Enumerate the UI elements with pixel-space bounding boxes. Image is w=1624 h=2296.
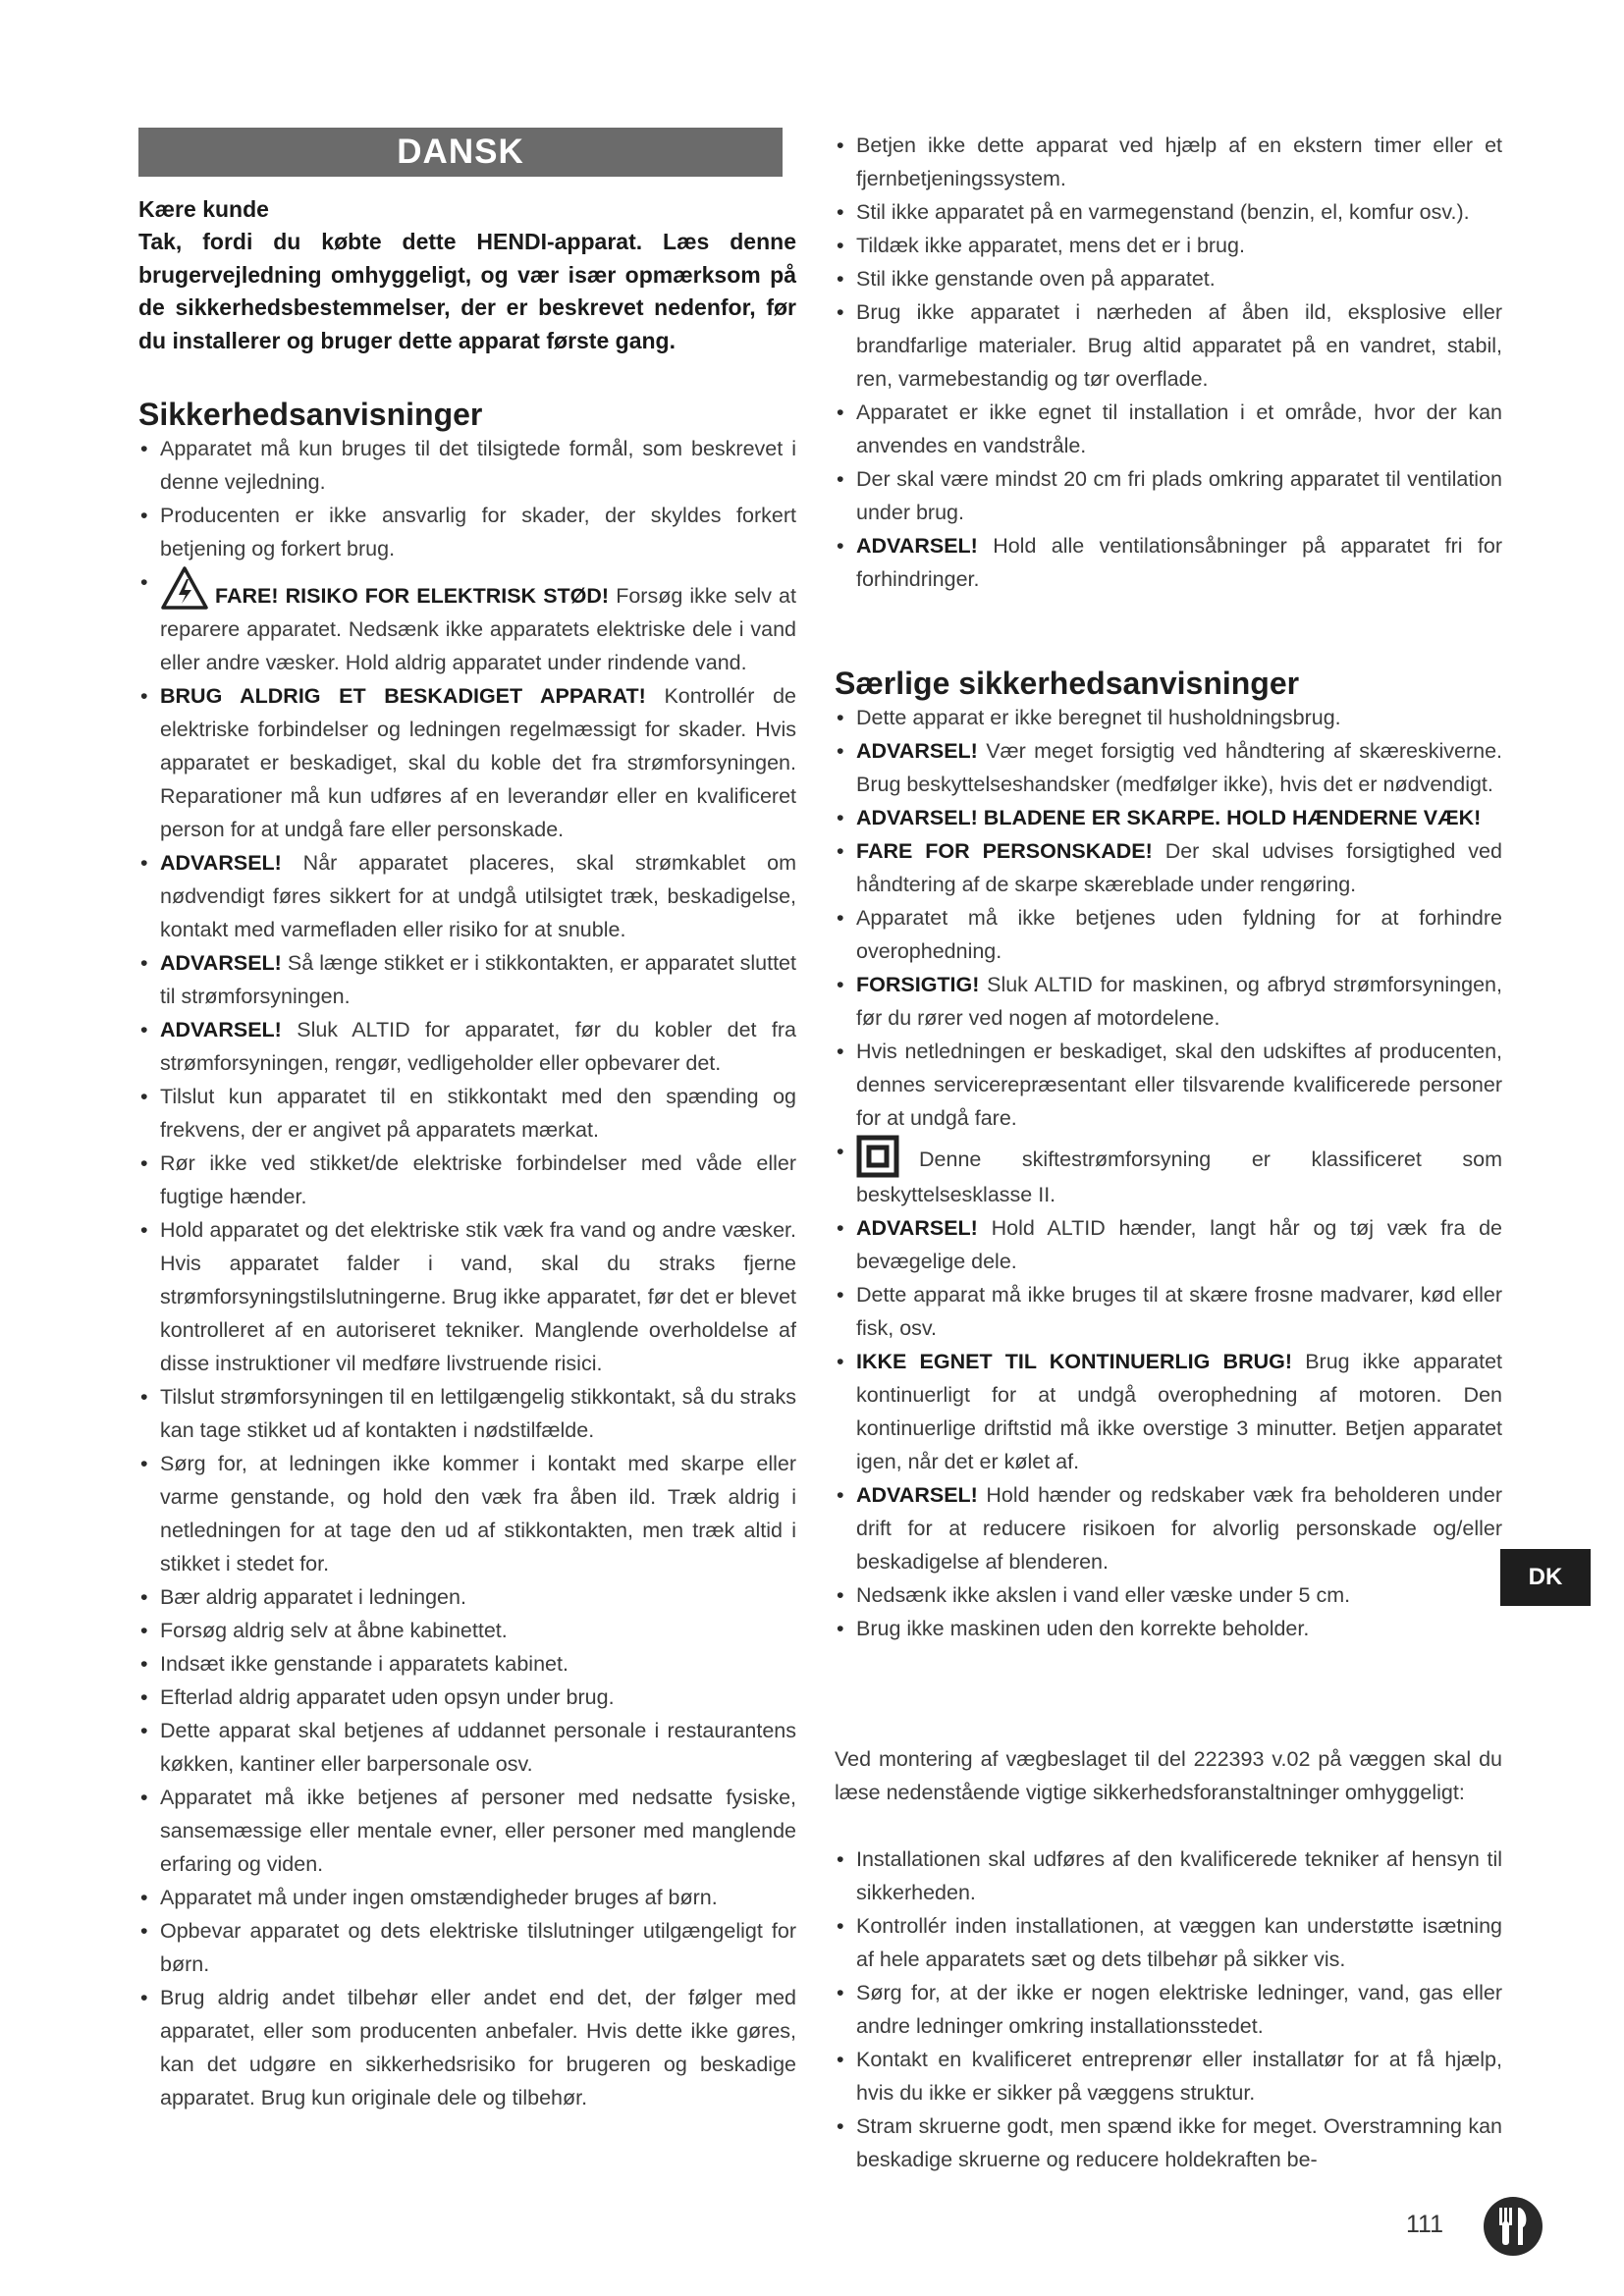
item-text: Dette apparat må ikke bruges til at skære frosne madvarer, kød eller fisk, osv. [856, 1283, 1502, 1340]
item-text: Vær meget forsigtig ved håndtering af skæreskiverne. Brug beskyttelseshandsker (medfølger ikke), hvis det er nødvendigt. [856, 739, 1502, 796]
list-item [138, 1881, 796, 1914]
item-text: Brug ikke maskinen uden den korrekte beholder. [856, 1617, 1310, 1640]
list-item [138, 846, 796, 946]
list-item [138, 1213, 796, 1380]
page-number: 111 [1406, 2211, 1444, 2238]
item-label: BRUG ALDRIG ET BESKADIGET APPARAT! [160, 684, 646, 708]
list-item [138, 1013, 796, 1080]
protection-class-ii-icon [856, 1135, 899, 1178]
special-safety-list [835, 701, 1502, 1645]
safety-list-continued [835, 129, 1502, 596]
list-item [138, 946, 796, 1013]
item-label: ADVARSEL! [160, 951, 282, 975]
list-item [138, 565, 796, 679]
intro-lead: Tak, fordi du købte dette HENDI-apparat. Læs denne brugervejledning omhyggeligt, og vær især opmærksom på de sikkerhedsbestemmelser, der er beskrevet nedenfor, før du installerer og bruger dette apparat første gang. [138, 229, 796, 353]
item-text: Denne skiftestrømforsyning er klassificeret som beskyttelsesklasse II. [856, 1148, 1502, 1206]
list-item [138, 1614, 796, 1647]
item-text: Forsøg aldrig selv at åbne kabinettet. [160, 1619, 508, 1642]
item-text: Apparatet må ikke betjenes af personer med nedsatte fysiske, sansemæssige eller mentale evner, eller personer med manglende erfaring og viden. [160, 1786, 796, 1876]
item-label: ADVARSEL! [856, 534, 978, 558]
special-safety-heading: Særlige sikkerhedsanvisninger [835, 666, 1300, 701]
list-item [138, 1147, 796, 1213]
item-text: Brug ikke apparatet i nærheden af åben ild, eksplosive eller brandfarlige materialer. Brug altid apparatet på en vandret, stabil, ren, varmebestandig og tør overflade. [856, 300, 1502, 391]
item-text: Tilslut strømforsyningen til en lettilgængelig stikkontakt, så du straks kan tage stikket ud af kontakten i nødstilfælde. [160, 1385, 796, 1442]
list-item [835, 1278, 1502, 1345]
item-text: Rør ikke ved stikket/de elektriske forbindelser med våde eller fugtige hænder. [160, 1151, 796, 1208]
language-side-tab: DK [1500, 1549, 1591, 1606]
list-item [138, 1647, 796, 1681]
list-item [835, 2043, 1502, 2109]
item-text: Brug ikke apparatet kontinuerligt for at undgå overophedning af motoren. Den kontinuerlige driftstid må ikke overstige 3 minutter. Betjen apparatet igen, når det er kølet af. [856, 1350, 1502, 1473]
safety-heading: Sikkerhedsanvisninger [138, 397, 483, 432]
item-text: Sluk ALTID for maskinen, og afbryd strømforsyningen, før du rører ved nogen af motordelene. [856, 973, 1502, 1030]
item-text: Sluk ALTID for apparatet, før du kobler det fra strømforsyningen, rengør, vedligeholder eller opbevarer det. [160, 1018, 796, 1075]
item-label: FARE! RISIKO FOR ELEKTRISK STØD! [215, 584, 610, 608]
item-text: Sørg for, at ledningen ikke kommer i kontakt med skarpe eller varme genstande, og hold den væk fra åben ild. Træk aldrig i netledningen for at tage den ud af stikkontakten, men træk altid i stikket i stedet for. [160, 1452, 796, 1575]
list-item [835, 129, 1502, 195]
list-item [138, 679, 796, 846]
salutation: Kære kunde [138, 196, 269, 222]
item-text: Apparatet må under ingen omstændigheder bruges af børn. [160, 1886, 718, 1909]
list-item [835, 1612, 1502, 1645]
list-item [138, 1580, 796, 1614]
list-item [835, 1842, 1502, 1909]
item-label: FORSIGTIG! [856, 973, 980, 996]
item-label: ADVARSEL! [856, 1216, 978, 1240]
item-text: Stil ikke apparatet på en varmegenstand (benzin, el, komfur osv.). [856, 200, 1470, 224]
list-item [138, 1781, 796, 1881]
item-text: Stram skruerne godt, men spænd ikke for meget. Overstramning kan beskadige skruerne og reducere holdekraften be- [856, 2114, 1502, 2171]
item-text: Tilslut kun apparatet til en stikkontakt med den spænding og frekvens, der er angivet på apparatets mærkat. [160, 1085, 796, 1142]
item-text: Hold alle ventilationsåbninger på apparatet fri for forhindringer. [856, 534, 1502, 591]
item-text: Installationen skal udføres af den kvalificerede tekniker af hensyn til sikkerheden. [856, 1847, 1502, 1904]
item-text: Dette apparat er ikke beregnet til husholdningsbrug. [856, 706, 1341, 729]
intro [138, 193, 796, 357]
item-text: Nedsænk ikke akslen i vand eller væske under 5 cm. [856, 1583, 1351, 1607]
item-label: ADVARSEL! [160, 1018, 282, 1041]
item-label: IKKE EGNET TIL KONTINUERLIG BRUG! [856, 1350, 1293, 1373]
wall-mount-paragraph: Ved montering af vægbeslaget til del 222393 v.02 på væggen skal du læse nedenstående vigtige sikkerhedsforanstaltninger omhyggeligt: [835, 1747, 1502, 1804]
list-item [835, 1211, 1502, 1278]
item-text: Så længe stikket er i stikkontakten, er apparatet sluttet til strømforsyningen. [160, 951, 796, 1008]
cutlery-logo-icon [1483, 2196, 1543, 2257]
list-item [835, 1345, 1502, 1478]
list-item [835, 734, 1502, 801]
list-item [835, 801, 1502, 834]
item-text: Indsæt ikke genstande i apparatets kabinet. [160, 1652, 568, 1676]
item-text: Hvis netledningen er beskadiget, skal den udskiftes af producenten, dennes servicerepræsentant eller tilsvarende kvalificerede personer for at undgå fare. [856, 1040, 1502, 1130]
list-item [835, 262, 1502, 295]
item-text: Brug aldrig andet tilbehør eller andet end det, der følger med apparatet, eller som producenten anbefaler. Hvis dette ikke gøres, kan det udgøre en sikkerhedsrisiko for brugeren og beskadige apparatet. Brug kun originale dele og tilbehør. [160, 1986, 796, 2109]
item-text: Apparatet må kun bruges til det tilsigtede formål, som beskrevet i denne vejledning. [160, 437, 796, 494]
list-item [835, 1578, 1502, 1612]
item-text: Apparatet må ikke betjenes uden fyldning for at forhindre overophedning. [856, 906, 1502, 963]
item-text: Betjen ikke dette apparat ved hjælp af en ekstern timer eller et fjernbetjeningssystem. [856, 133, 1502, 190]
list-item [138, 1447, 796, 1580]
item-text: Forsøg ikke selv at reparere apparatet. Nedsænk ikke apparatets elektriske dele i vand eller andre væsker. Hold aldrig apparatet under rindende vand. [160, 584, 796, 674]
list-item [835, 229, 1502, 262]
list-item [835, 396, 1502, 462]
list-item [835, 462, 1502, 529]
list-item [138, 1380, 796, 1447]
item-text: Tildæk ikke apparatet, mens det er i brug. [856, 234, 1245, 257]
item-text: Stil ikke genstande oven på apparatet. [856, 267, 1216, 291]
list-item [835, 529, 1502, 596]
item-text: Kontrollér de elektriske forbindelser og ledningen regelmæssigt for skader. Hvis apparatet er beskadiget, skal du koble det fra strømforsyningen. Reparationer må kun udføres af en leverandør eller en kvalificeret person for at undgå fare eller personskade. [160, 684, 796, 841]
item-text: Efterlad aldrig apparatet uden opsyn under brug. [160, 1685, 615, 1709]
wall-mount-list [835, 1842, 1502, 2176]
item-label: ADVARSEL! BLADENE ER SKARPE. HOLD HÆNDERNE VÆK! [856, 806, 1482, 829]
item-text: Kontrollér inden installationen, at væggen kan understøtte isætning af hele apparatets sæt og dets tilbehør på sikker vis. [856, 1914, 1502, 1971]
item-text: Bær aldrig apparatet i ledningen. [160, 1585, 466, 1609]
list-item [835, 195, 1502, 229]
item-label: ADVARSEL! [856, 1483, 978, 1507]
item-text: Hold hænder og redskaber væk fra beholderen under drift for at reducere risikoen for alvorlig personskade og/eller beskadigelse af blenderen. [856, 1483, 1502, 1574]
list-item [835, 1135, 1502, 1211]
list-item [835, 701, 1502, 734]
list-item [138, 1080, 796, 1147]
list-item [835, 1976, 1502, 2043]
item-text: Hold apparatet og det elektriske stik væk fra vand og andre væsker. Hvis apparatet falder i vand, skal du straks fjerne strømforsyningstilslutningerne. Brug ikke apparatet, før det er blevet kontrolleret af en autoriseret tekniker. Manglende overholdelse af disse instruktioner vil medføre livstruende risici. [160, 1218, 796, 1375]
item-text: Kontakt en kvalificeret entreprenør eller installatør for at få hjælp, hvis du ikke er sikker på væggens struktur. [856, 2048, 1502, 2105]
list-item [138, 499, 796, 565]
item-text: Dette apparat skal betjenes af uddannet personale i restaurantens køkken, kantiner eller barpersonale osv. [160, 1719, 796, 1776]
list-item [835, 901, 1502, 968]
language-heading-bar: DANSK [138, 128, 783, 177]
safety-list [138, 432, 796, 2114]
list-item [835, 968, 1502, 1035]
list-item [835, 834, 1502, 901]
list-item [138, 1914, 796, 1981]
list-item [835, 1478, 1502, 1578]
item-text: Producenten er ikke ansvarlig for skader, der skyldes forkert betjening og forkert brug. [160, 504, 796, 561]
item-text: Hold ALTID hænder, langt hår og tøj væk fra de bevægelige dele. [856, 1216, 1502, 1273]
list-item [835, 2109, 1502, 2176]
list-item [138, 1981, 796, 2114]
item-text: Der skal udvises forsigtighed ved håndtering af de skarpe skæreblade under rengøring. [856, 839, 1502, 896]
item-text: Apparatet er ikke egnet til installation i et område, hvor der kan anvendes en vandstråle. [856, 400, 1502, 457]
list-item [835, 1909, 1502, 1976]
item-text: Sørg for, at der ikke er nogen elektriske ledninger, vand, gas eller andre ledninger omkring installationsstedet. [856, 1981, 1502, 2038]
list-item [138, 432, 796, 499]
item-label: FARE FOR PERSONSKADE! [856, 839, 1153, 863]
item-text: Når apparatet placeres, skal strømkablet om nødvendigt føres sikkert for at undgå utilsigtet træk, beskadigelse, kontakt med varmefladen eller risiko for at snuble. [160, 851, 796, 941]
item-text: Opbevar apparatet og dets elektriske tilslutninger utilgængeligt for børn. [160, 1919, 796, 1976]
item-text: Der skal være mindst 20 cm fri plads omkring apparatet til ventilation under brug. [856, 467, 1502, 524]
list-item [138, 1681, 796, 1714]
item-label: ADVARSEL! [160, 851, 282, 875]
item-label: ADVARSEL! [856, 739, 978, 763]
list-item [835, 295, 1502, 396]
list-item [138, 1714, 796, 1781]
list-item [835, 1035, 1502, 1135]
electric-shock-warning-icon [160, 565, 209, 611]
